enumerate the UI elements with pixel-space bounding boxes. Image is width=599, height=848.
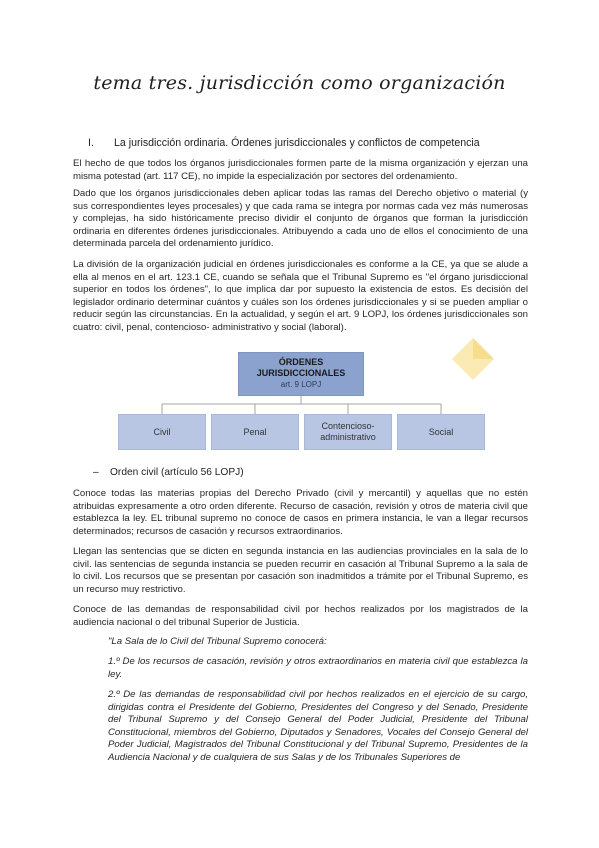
paragraph: Dado que los órganos jurisdiccionales deben aplicar todas las ramas del Derecho objetivo o material (y sus correspondientes leyes procesales) y que cada rama se integra por normas cada vez más numerosas y complejas, ha sido históricamente preciso dividir el conjunto de órganos que forman la jurisdicción ordinaria en diferentes órdenes jurisdiccionales. Atribuyendo a cada uno de ellos el conocimiento de una determinada parcela del ordenamiento jurídico. [73,188,528,250]
subheading-text: Orden civil (artículo 56 LOPJ) [110,467,244,478]
org-chart-node-social: Social [397,414,485,450]
subheading-bullet: – [93,467,99,478]
org-chart-node-civil: Civil [118,414,206,450]
quote-intro: "La Sala de lo Civil del Tribunal Supremo conocerá: [108,636,327,647]
org-chart-node-penal: Penal [211,414,299,450]
section-number: I. [88,137,94,149]
paragraph: Conoce de las demandas de responsabilidad civil por hechos realizados por los magistrados de la audiencia nacional o del tribunal Superior de Justicia. [73,604,528,628]
page-title: tema tres. jurisdicción como organización [93,72,506,94]
paragraph: Llegan las sentencias que se dicten en segunda instancia en las audiencias provinciales en la sala de lo civil. las sentencias de segunda instancia se pueden recurrir en casación al Tribunal Supremo a la sala de lo civil. Los recursos que se presentan por casación son inadmitidos a trámite por el Tribunal Supremo, es un recurso muy restrictivo. [73,546,528,595]
org-chart-node-contencioso: Contencioso-administrativo [304,414,392,450]
subheading [93,467,244,478]
quote-item: 2.º De las demandas de responsabilidad civil por hechos realizados en el ejercicio de su cargo, dirigidas contra el Presidente del Gobierno, Presidentes del Congreso y del Senado, Presidente del Tribunal Supremo y del Consejo General del Poder Judicial, Presidente del Tribunal Constitucional, miembros del Gobierno, Diputados y Senadores, Vocales del Consejo General del Poder Judicial, Magistrados del Tribunal Constitucional y del Tribunal Supremo, Presidentes de la Audiencia Nacional y de cualquiera de sus Salas y de los Tribunales Superiores de [108,689,528,763]
section-heading-text: La jurisdicción ordinaria. Órdenes jurisdiccionales y conflictos de competencia [114,137,480,149]
org-chart-root-subtitle: art. 9 LOPJ [280,380,322,389]
org-chart-root-title: ÓRDENES JURISDICCIONALES [256,357,346,378]
paragraph: El hecho de que todos los órganos jurisdiccionales formen parte de la misma organización y ejerzan una misma potestad (art. 117 CE), no impide la especialización por sectores del ordenamiento. [73,158,528,182]
org-chart-root [238,352,364,396]
quote-item: 1.º De los recursos de casación, revisión y otros extraordinarios en materia civil que establezca la ley. [108,656,528,680]
paragraph: La división de la organización judicial en órdenes jurisdiccionales es conforme a la CE, ya que se alude a ella al menos en el art. 123.1 CE, cuando se señala que el Tribunal Supremo es "el órgano jurisdiccional superior en todos los órdenes", lo que implica dar por supuesto la existencia de estos. Es decisión del legislador ordinario determinar cuántos y cuáles son los órdenes jurisdiccionales y si se pueden ampliar o reducir según las circunstancias. En la actualidad, y según el art. 9 LOPJ, los órdenes jurisdiccionales son cuatro: civil, penal, contencioso- administrativo y social (laboral). [73,259,528,333]
paragraph: Conoce todas las materias propias del Derecho Privado (civil y mercantil) y aquellas que no estén atribuidas expresamente a otro orden diferente. Recurso de casación, revisión y otros de materia civil que establezca la ley. EL tribunal supremo no conoce de casos en primera instancia, le van a llegar recursos determinados; recursos de casación y recursos extraordinarios. [73,488,528,537]
section-heading [88,137,480,149]
org-chart [100,352,500,452]
